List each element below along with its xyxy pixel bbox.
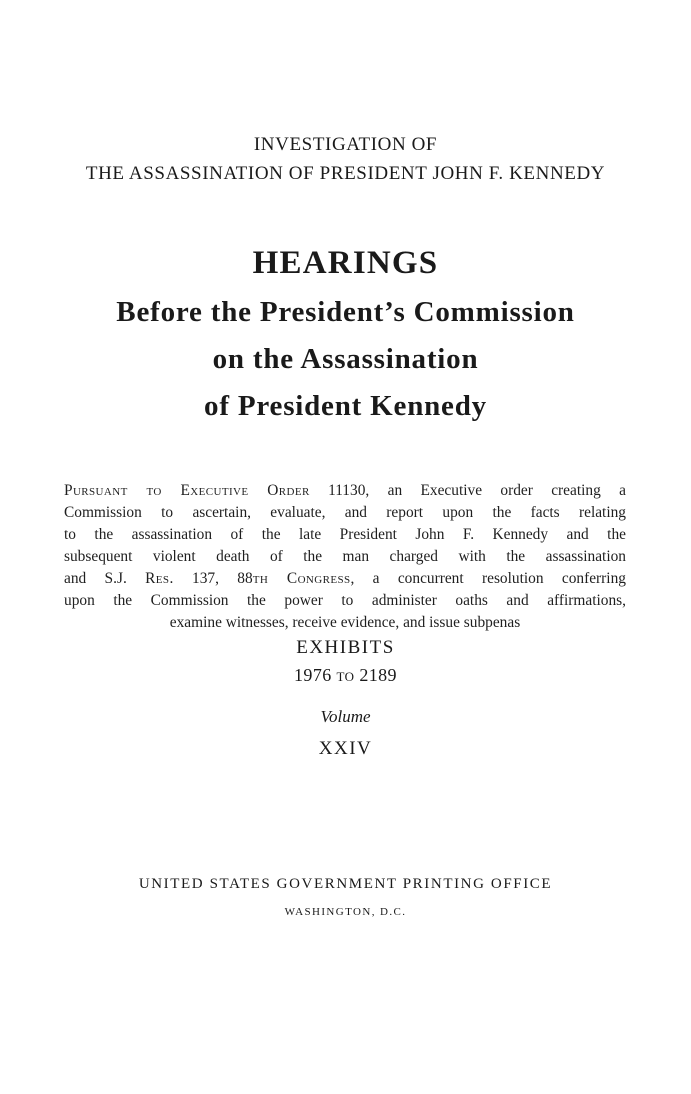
exhibit-range-start: 1976	[294, 665, 332, 685]
authority-paragraph	[64, 480, 626, 634]
hearings-heading: HEARINGS	[252, 245, 439, 281]
authority-line-5	[64, 568, 626, 590]
exhibit-range-to: to	[336, 665, 355, 685]
authority-line-1-rest: 11130, an Executive order creating a	[309, 482, 626, 499]
authority-line-7: examine witnesses, receive evidence, and issue subpenas	[169, 614, 521, 631]
subtitle-line-1: Before the President’s Commission	[116, 296, 575, 328]
authority-line-5-rest: , a concurrent resolution conferring	[350, 570, 626, 587]
subtitle-line-2: on the Assassination	[212, 343, 479, 375]
exhibit-range	[0, 665, 691, 686]
resolution-abbrev: Res.	[145, 570, 174, 587]
authority-line-5-pre: and S.J.	[64, 570, 146, 587]
publisher-place: WASHINGTON, D.C.	[284, 906, 407, 918]
authority-line-1	[64, 480, 626, 502]
exhibits-label: EXHIBITS	[296, 637, 395, 658]
authority-line-3: to the assassination of the late President John F. Kennedy and the	[64, 526, 626, 543]
exhibit-range-end: 2189	[359, 665, 397, 685]
series-title-line-1: INVESTIGATION OF	[253, 134, 438, 155]
subtitle-line-3: of President Kennedy	[204, 390, 487, 422]
executive-order-caption: Pursuant to Executive Order	[64, 482, 310, 499]
resolution-number: 137, 88	[173, 570, 253, 587]
authority-line-4: subsequent violent death of the man charged with the assassination	[64, 548, 626, 565]
congress-caption: th Congress	[252, 570, 351, 587]
authority-line-6: upon the Commission the power to administer oaths and affirmations,	[64, 592, 626, 609]
volume-label: Volume	[320, 707, 371, 726]
volume-number: XXIV	[318, 738, 373, 759]
publisher-name: UNITED STATES GOVERNMENT PRINTING OFFICE	[138, 876, 553, 892]
authority-line-2: Commission to ascertain, evaluate, and report upon the facts relating	[64, 504, 626, 521]
series-title-line-2: THE ASSASSINATION OF PRESIDENT JOHN F. KENNEDY	[85, 163, 606, 184]
